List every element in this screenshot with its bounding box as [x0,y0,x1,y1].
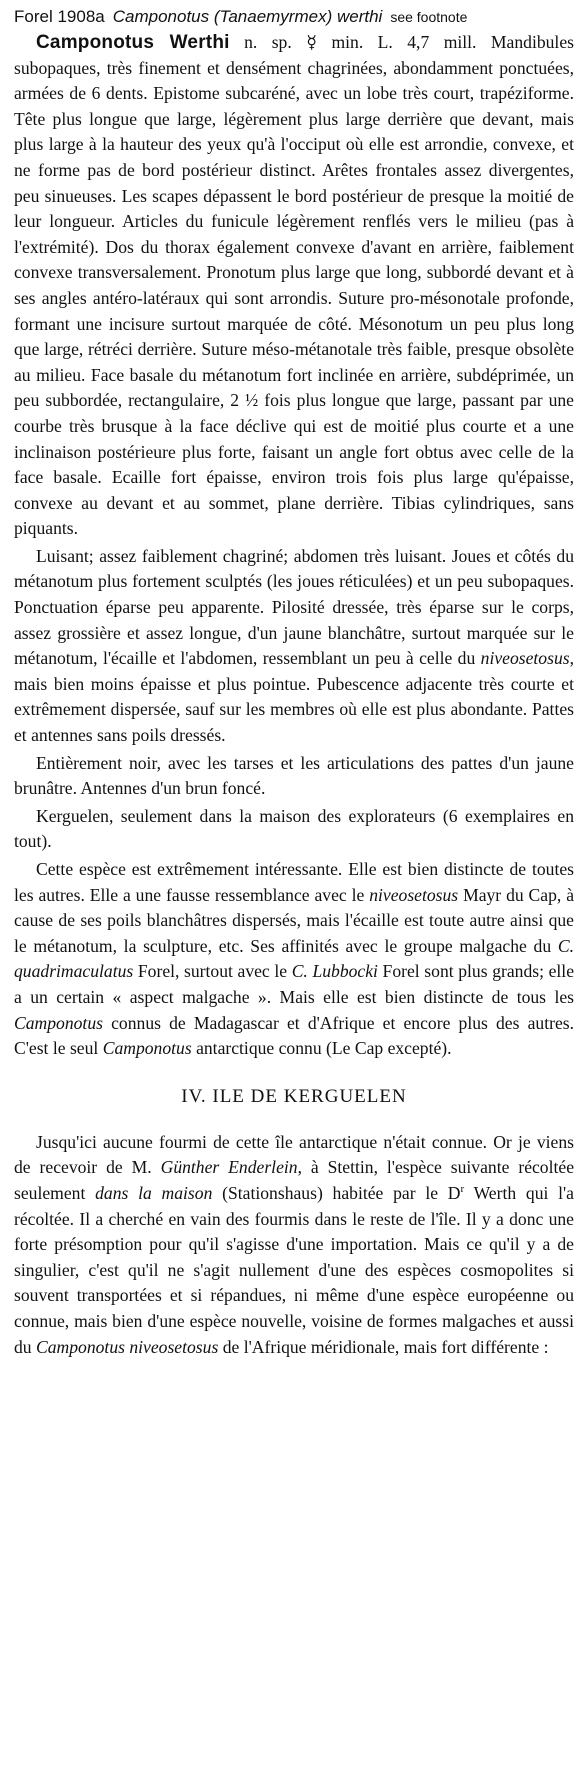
description-paragraph-1: Camponotus Werthi n. sp. ☿ min. L. 4,7 mill. Mandibules subopaques, très finement et densément chagrinées, abondamment ponctuées, armées de 6 dents. Epistome subcaréné, avec un lobe très court, trapéziforme. Tête plus longue que large, légèrement plus large derrière que devant, mais plus large à la hauteur des yeux qu'à l'occiput où elle est arrondie, convexe, et ne forme pas de bord postérieur distinct. Arêtes frontales assez divergentes, peu sinueuses. Les scapes dépassent le bord postérieur de presque la moitié de leur longueur. Articles du funicule légèrement renflés vers le milieu (pas à l'extrémité). Dos du thorax également convexe d'avant en arrière, faiblement convexe transversalement. Pronotum plus large que long, subbordé devant et à ses angles antéro-latéraux qui sont arrondis. Suture pro-mésonotale profonde, formant une incisure surtout marquée de côté. Mésonotum un peu plus long que large, rétréci derrière. Suture méso-métanotale très faible, presque obsolète au milieu. Face basale du métanotum fort inclinée en arrière, subdéprimée, un peu subbordée, rectangulaire, 2 ½ fois plus longue que large, passant par une courbe très brusque à la face déclive qui est de moitié plus courte et a une inclinaison postérieure plus forte, faisant un angle fort obtus avec celle de la face basale. Ecaille fort épaisse, environ trois fois plus large qu'épaisse, convexe au devant et au sommet, plane derrière. Tibias cylindriques, sans piquants. [14,32,574,539]
page-header [14,6,574,28]
species-label: Camponotus (Tanaemyrmex) werthi [112,7,383,26]
description-paragraph-2: Luisant; assez faiblement chagriné; abdomen très luisant. Joues et côtés du métanotum plus fortement sculptés (les joues réticulées) et un peu subopaques. Ponctuation éparse peu apparente. Pilosité dressée, très éparse sur le corps, assez grossière et assez longue, d'un jaune blanchâtre, surtout marquée sur le métanotum, l'écaille et l'abdomen, ressemblant un peu à celle du niveosetosus, mais bien moins épaisse et plus pointue. Pubescence adjacente très courte et extrêmement dispersée, sauf sur les membres où elle est plus abondante. Pattes et antennes sans poils dressés. [14,545,574,746]
species-name: Camponotus Werthi [36,32,230,53]
description-paragraph-4: Kerguelen, seulement dans la maison des explorateurs (6 exemplaires en tout). [14,805,574,852]
description-paragraph-5: Cette espèce est extrêmement intéressante. Elle est bien distincte de toutes les autres. Elle a une fausse ressemblance avec le niveosetosus Mayr du Cap, à cause de ses poils blanchâtres dispersés, mais l'écaille est toute autre ainsi que le métanotum, la sculpture, etc. Ses affinités avec le groupe malgache du C. quadrimaculatus Forel, surtout avec le C. Lubbocki Forel sont plus grands; elle a un certain « aspect malgache ». Mais elle est bien distincte de tous les Camponotus connus de Madagascar et d'Afrique et encore plus des autres. C'est le seul Camponotus antarctique connu (Le Cap excepté). [14,859,574,1059]
reference-label: Forel 1908a [14,7,105,26]
section-title: IV. ILE DE KERGUELEN [181,1085,407,1107]
section-paragraph-1: Jusqu'ici aucune fourmi de cette île antarctique n'était connue. Or je viens de recevoir de M. Günther Enderlein, à Stettin, l'espèce suivante récoltée seulement dans la maison (Stationshaus) habitée par le $D^r$ Werth qui l'a récoltée. Il a cherché en vain des fourmis dans le reste de l'île. Il y a donc une forte présomption pour qu'il s'agisse d'une importation. Mais ce qu'il y a de singulier, c'est qu'il ne s'agit nullement d'une des espèces cosmopolites si souvent transportées et si répandues, ni même d'une espèce européenne ou connue, mais bien d'une espèce nouvelle, voisine de formes malgaches et aussi du Camponotus niveosetosus de l'Afrique méridionale, mais fort différente : [14,1131,574,1357]
document-body [14,30,574,1360]
footnote-label: see footnote [390,9,468,25]
description-paragraph-3: Entièrement noir, avec les tarses et les articulations des pattes d'un jaune brunâtre. Antennes d'un brun foncé. [14,752,574,799]
